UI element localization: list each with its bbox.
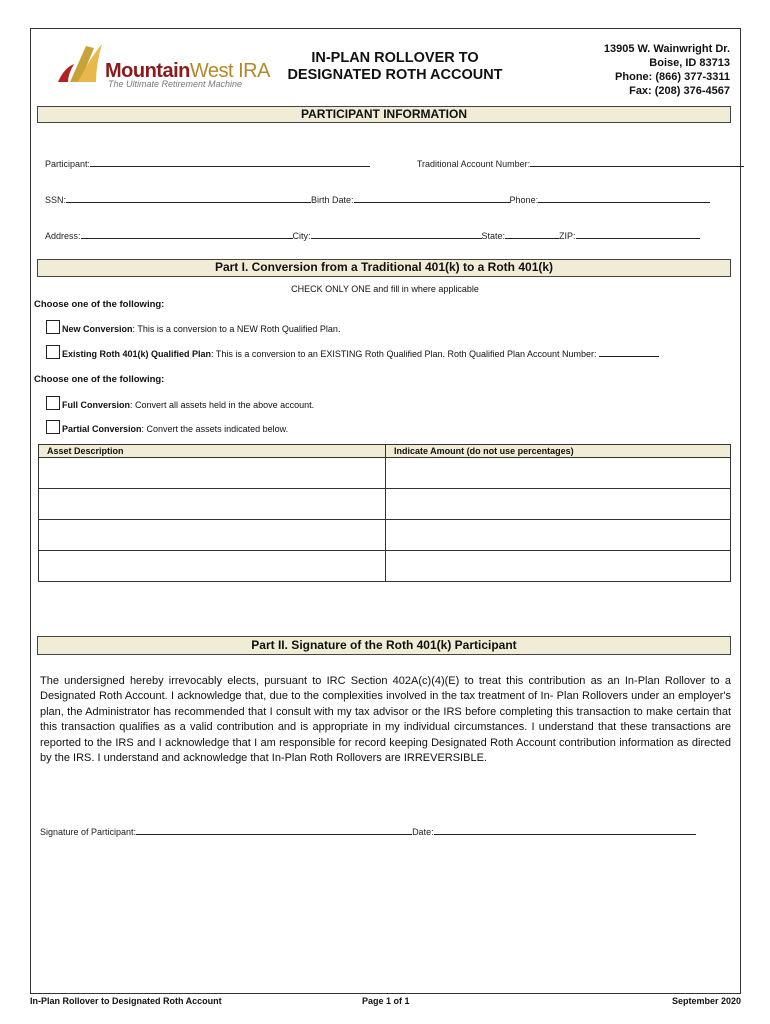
new-conversion-checkbox[interactable] bbox=[46, 320, 60, 334]
asset-description-cell[interactable] bbox=[39, 489, 386, 520]
full-conversion-desc: : Convert all assets held in the above account. bbox=[130, 400, 315, 410]
amount-header: Indicate Amount (do not use percentages) bbox=[386, 445, 731, 458]
zip-label: ZIP: bbox=[559, 231, 576, 241]
table-row bbox=[39, 551, 731, 582]
signature-field[interactable] bbox=[136, 825, 412, 835]
partial-conversion-desc: : Convert the assets indicated below. bbox=[141, 424, 289, 434]
title-line-1: IN-PLAN ROLLOVER TO bbox=[311, 50, 479, 66]
address-line-1: 13905 W. Wainwright Dr. bbox=[603, 43, 730, 55]
asset-table bbox=[38, 444, 731, 582]
full-conversion-checkbox[interactable] bbox=[46, 396, 60, 410]
address-line-2: Boise, ID 83713 bbox=[649, 57, 730, 69]
logo-tagline: The Ultimate Retirement Machine bbox=[108, 79, 243, 89]
table-row bbox=[39, 458, 731, 489]
roth-account-number-field[interactable] bbox=[599, 347, 659, 357]
logo-brand-west: West IRA bbox=[189, 60, 270, 82]
ssn-label: SSN: bbox=[45, 195, 67, 205]
existing-plan-option bbox=[46, 345, 659, 359]
city-field[interactable] bbox=[311, 229, 482, 239]
address-label: Address: bbox=[45, 231, 81, 241]
traditional-account-field[interactable] bbox=[530, 157, 744, 167]
full-conversion-label: Full Conversion bbox=[62, 400, 131, 410]
birth-date-field[interactable] bbox=[354, 193, 510, 203]
signature-label: Signature of Participant: bbox=[40, 827, 137, 837]
state-label: State: bbox=[481, 231, 506, 241]
table-row bbox=[39, 520, 731, 551]
part1-heading: Part I. Conversion from a Traditional 401(k) to a Roth 401(k) bbox=[37, 259, 731, 277]
partial-conversion-checkbox[interactable] bbox=[46, 420, 60, 434]
state-field[interactable] bbox=[505, 229, 559, 239]
participant-row-1 bbox=[45, 157, 744, 169]
birth-date-label: Birth Date: bbox=[311, 195, 354, 205]
table-row bbox=[39, 489, 731, 520]
city-label: City: bbox=[292, 231, 311, 241]
choose-plan-type-label: Choose one of the following: bbox=[34, 299, 165, 310]
traditional-account-label: Traditional Account Number: bbox=[416, 159, 531, 169]
form-title bbox=[270, 50, 520, 84]
amount-cell[interactable] bbox=[386, 520, 731, 551]
company-address bbox=[604, 42, 730, 98]
existing-plan-checkbox[interactable] bbox=[46, 345, 60, 359]
fax-number: Fax: (208) 376-4567 bbox=[629, 85, 730, 97]
participant-row-2 bbox=[45, 193, 710, 205]
footer-date: September 2020 bbox=[671, 996, 741, 1006]
footer-form-name: In-Plan Rollover to Designated Roth Account bbox=[30, 996, 222, 1006]
phone-field[interactable] bbox=[538, 193, 710, 203]
address-field[interactable] bbox=[81, 229, 293, 239]
title-line-2: DESIGNATED ROTH ACCOUNT bbox=[287, 67, 503, 83]
footer-page-number: Page 1 of 1 bbox=[362, 996, 410, 1006]
date-field[interactable] bbox=[434, 825, 696, 835]
part1-instruction: CHECK ONLY ONE and fill in where applicable bbox=[291, 284, 479, 294]
existing-plan-desc: : This is a conversion to an EXISTING Roth Qualified Plan. Roth Qualified Plan Account Number: bbox=[211, 349, 597, 359]
signature-row bbox=[40, 825, 696, 837]
existing-plan-label: Existing Roth 401(k) Qualified Plan bbox=[62, 349, 212, 359]
full-conversion-option bbox=[46, 396, 314, 410]
new-conversion-label: New Conversion bbox=[62, 324, 133, 334]
asset-description-header: Asset Description bbox=[39, 445, 386, 458]
asset-table-header bbox=[39, 445, 731, 458]
amount-cell[interactable] bbox=[386, 489, 731, 520]
amount-cell[interactable] bbox=[386, 458, 731, 489]
part2-heading: Part II. Signature of the Roth 401(k) Participant bbox=[37, 636, 731, 655]
asset-description-cell[interactable] bbox=[39, 551, 386, 582]
participant-label: Participant: bbox=[45, 159, 91, 169]
date-label: Date: bbox=[412, 827, 434, 837]
new-conversion-option bbox=[46, 320, 340, 334]
amount-cell[interactable] bbox=[386, 551, 731, 582]
election-paragraph: The undersigned hereby irrevocably elects, pursuant to IRC Section 402A(c)(4)(E) to treat this contribution as an In-Plan Rollover to a Designated Roth Account. I acknowledge that, due to the complexities involved in the tax treatment of In- Plan Rollovers under an employer's plan, the Administrator has recommended that I consult with my tax advisor or the IRS before completing this transaction to make certain that this transaction qualifies as a valid contribution and is appropriate in my individual circumstances. I understand that these transactions are reported to the IRS and I acknowledge that I am responsible for record keeping Designated Roth Account contribution information as directed by the IRS. I understand and acknowledge that In-Plan Roth Rollovers are IRREVERSIBLE. bbox=[40, 675, 731, 765]
new-conversion-desc: : This is a conversion to a NEW Roth Qualified Plan. bbox=[132, 324, 341, 334]
phone-number: Phone: (866) 377-3311 bbox=[615, 71, 730, 83]
choose-conversion-type-label: Choose one of the following: bbox=[34, 374, 165, 385]
asset-description-cell[interactable] bbox=[39, 458, 386, 489]
participant-row-3 bbox=[45, 229, 700, 241]
zip-field[interactable] bbox=[576, 229, 700, 239]
participant-name-field[interactable] bbox=[90, 157, 370, 167]
partial-conversion-label: Partial Conversion bbox=[62, 424, 142, 434]
participant-info-heading: PARTICIPANT INFORMATION bbox=[37, 106, 731, 123]
asset-description-cell[interactable] bbox=[39, 520, 386, 551]
ssn-field[interactable] bbox=[66, 193, 311, 203]
partial-conversion-option bbox=[46, 420, 288, 434]
logo-brand-mountain: Mountain bbox=[105, 60, 190, 82]
phone-label: Phone: bbox=[509, 195, 539, 205]
